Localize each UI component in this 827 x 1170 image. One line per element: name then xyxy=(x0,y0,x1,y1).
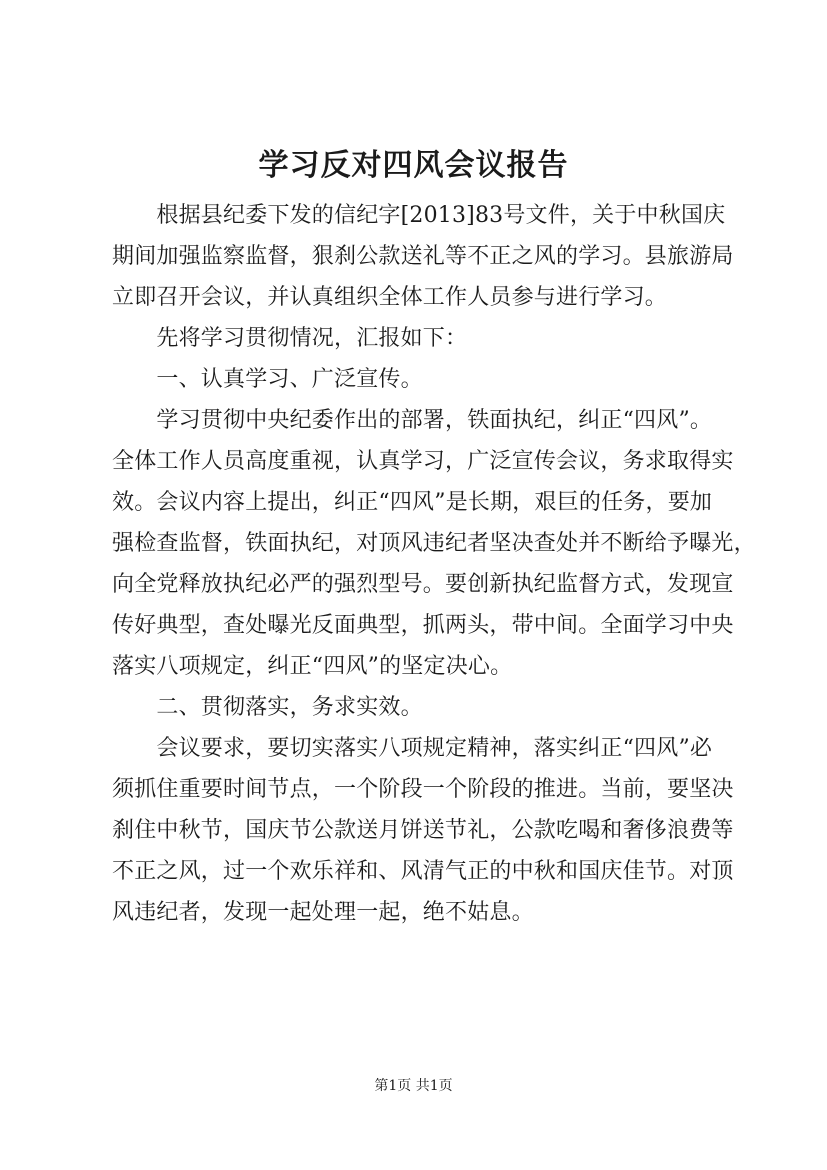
body-line: 期间加强监察监督，狠刹公款送礼等不正之风的学习。县旅游局 xyxy=(112,244,734,269)
body-line: 根据县纪委下发的信纪字[2013]83号文件，关于中秋国庆 xyxy=(112,203,726,228)
body-line: 强检查监督，铁面执纪，对顶风违纪者坚决查处并不断给予曝光， xyxy=(112,531,756,556)
document-title: 学习反对四风会议报告 xyxy=(258,148,569,183)
body-line: 须抓住重要时间节点，一个阶段一个阶段的推进。当前，要坚决 xyxy=(112,777,734,802)
section-heading-2: 二、贯彻落实，务求实效。 xyxy=(112,695,423,720)
body-line: 会议要求，要切实落实八项规定精神，落实纠正“四风”必 xyxy=(112,736,713,761)
document-body xyxy=(112,195,756,933)
body-line: 落实八项规定，纠正“四风”的坚定决心。 xyxy=(112,654,513,679)
body-line: 传好典型，查处曝光反面典型，抓两头，带中间。全面学习中央 xyxy=(112,613,734,638)
section-heading-1: 一、认真学习、广泛宣传。 xyxy=(112,367,423,392)
body-line: 风违纪者，发现一起处理一起，绝不姑息。 xyxy=(112,900,534,925)
page-footer: 第1页 共1页 xyxy=(374,1078,453,1094)
body-line: 刹住中秋节，国庆节公款送月饼送节礼，公款吃喝和奢侈浪费等 xyxy=(112,818,734,843)
body-line: 不正之风，过一个欢乐祥和、风清气正的中秋和国庆佳节。对顶 xyxy=(112,859,734,884)
body-line: 先将学习贯彻情况，汇报如下： xyxy=(112,326,468,351)
body-line: 学习贯彻中央纪委作出的部署，铁面执纪，纠正“四风”。 xyxy=(112,408,713,433)
body-line: 全体工作人员高度重视，认真学习，广泛宣传会议，务求取得实 xyxy=(112,449,734,474)
body-line: 向全党释放执纪必严的强烈型号。要创新执纪监督方式，发现宣 xyxy=(112,572,734,597)
body-line: 效。会议内容上提出，纠正“四风”是长期，艰巨的任务，要加 xyxy=(112,490,713,515)
body-line: 立即召开会议，并认真组织全体工作人员参与进行学习。 xyxy=(112,285,668,310)
